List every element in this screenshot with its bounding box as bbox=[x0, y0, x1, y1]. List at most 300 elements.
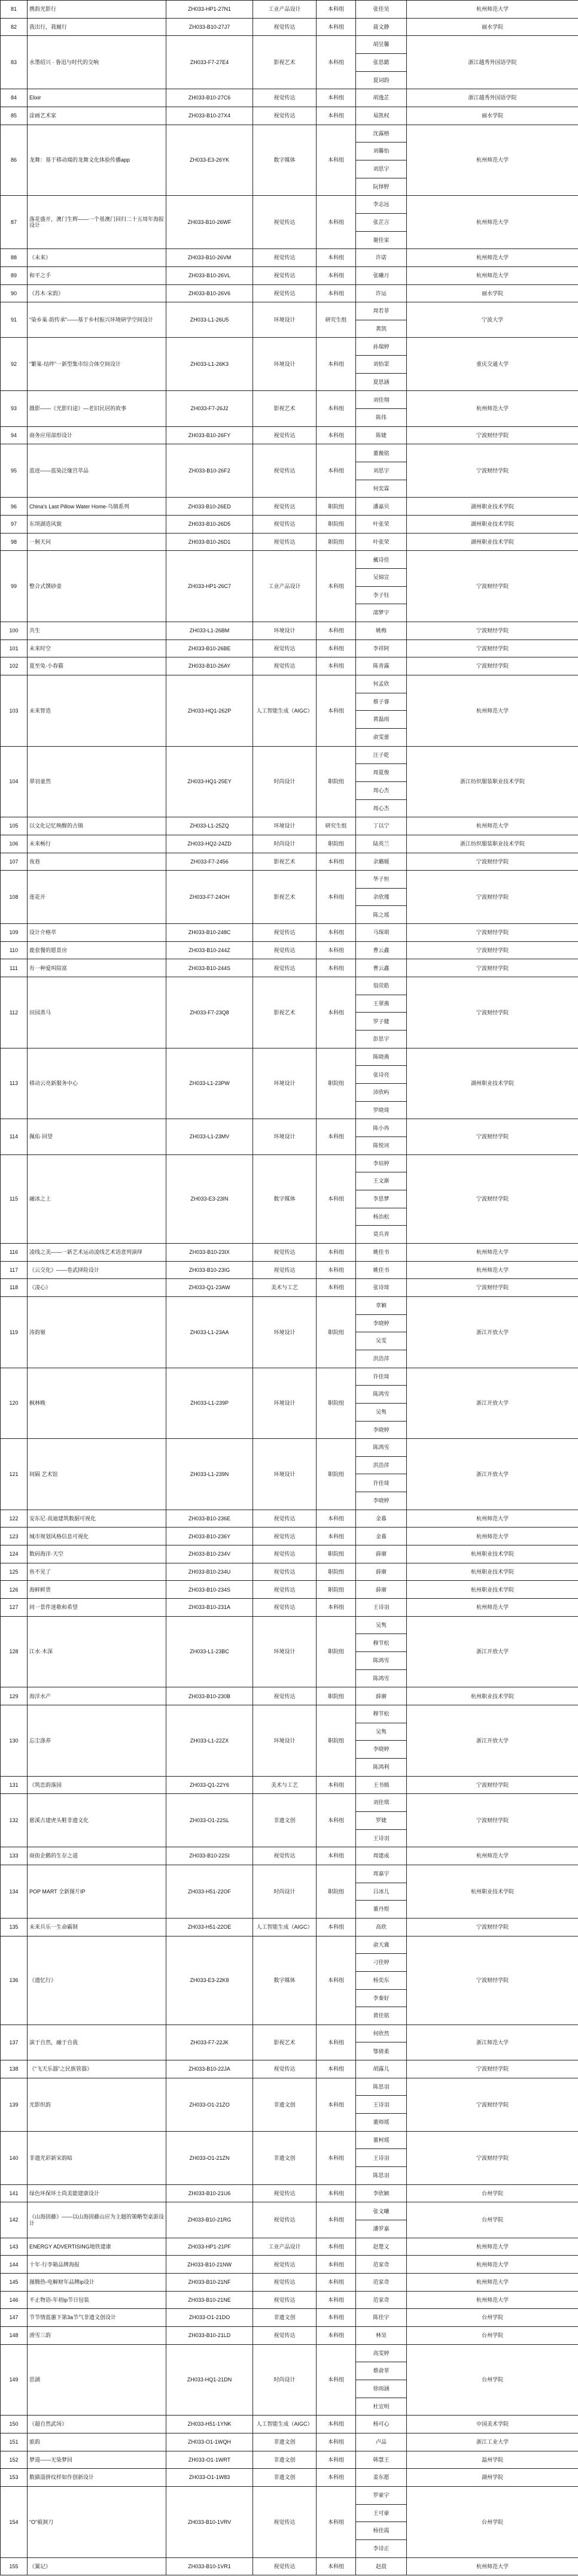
entry-group: 本科组 bbox=[317, 107, 356, 125]
entry-group: 本科组 bbox=[317, 1261, 356, 1279]
work-category: 视觉传达 bbox=[253, 498, 317, 516]
row-number: 91 bbox=[1, 302, 28, 338]
work-category: 视觉传达 bbox=[253, 2184, 317, 2202]
work-title: 节节情蓝蕙下第3a节气非遗文创设计 bbox=[28, 2309, 166, 2327]
entry-group: 职院组 bbox=[317, 1581, 356, 1599]
row-number: 100 bbox=[1, 622, 28, 640]
work-code: ZH033-B10-23IG bbox=[166, 1261, 253, 1279]
school-name: 浙江师范大学 bbox=[407, 2025, 578, 2060]
member-name: 洪浩萍 bbox=[356, 1456, 407, 1474]
work-code: ZH033-B10-23IX bbox=[166, 1243, 253, 1261]
member-name: 章颖 bbox=[356, 1296, 407, 1314]
member-name: 穆节松 bbox=[356, 1634, 407, 1652]
school-name: 宁波财经学院 bbox=[407, 1119, 578, 1154]
work-code: ZH033-F7-24OH bbox=[166, 871, 253, 924]
row-number: 133 bbox=[1, 1847, 28, 1865]
work-code: ZH033-B10-1VR1 bbox=[166, 2557, 253, 2575]
member-name: 俞雯蕾 bbox=[356, 728, 407, 746]
school-name: 台州学院 bbox=[407, 2344, 578, 2416]
entry-group: 本科组 bbox=[317, 1918, 356, 1936]
table-row bbox=[1, 853, 578, 871]
row-number: 124 bbox=[1, 1545, 28, 1563]
member-name: 卢品 bbox=[356, 2433, 407, 2451]
table-row bbox=[1, 817, 578, 835]
member-name: 李晓婷 bbox=[356, 1492, 407, 1510]
work-code: ZH033-B10-234U bbox=[166, 1563, 253, 1581]
work-title: 共生 bbox=[28, 622, 166, 640]
member-name: 潘罗嘉 bbox=[356, 2220, 407, 2238]
table-row bbox=[1, 1847, 578, 1865]
work-title: 同一景件迷歌和希望 bbox=[28, 1599, 166, 1617]
work-category: 工业产品设计 bbox=[253, 551, 317, 622]
school-name: 杭州师范大学 bbox=[407, 1243, 578, 1261]
work-category: 视觉传达 bbox=[253, 1528, 317, 1545]
row-number: 90 bbox=[1, 284, 28, 302]
member-name: 吴隽 bbox=[356, 1616, 407, 1634]
award-table-body bbox=[1, 1, 578, 2575]
school-name: 宁波财经学院 bbox=[407, 1794, 578, 1847]
member-name: 吴锦宣 bbox=[356, 569, 407, 587]
member-name: 陈鸿雪 bbox=[356, 1439, 407, 1457]
row-number: 150 bbox=[1, 2416, 28, 2433]
member-name: 马琛珺 bbox=[356, 924, 407, 942]
row-number: 112 bbox=[1, 977, 28, 1048]
entry-group: 职院组 bbox=[317, 533, 356, 551]
work-code: ZH033-F7-27E4 bbox=[166, 36, 253, 89]
work-code: ZH033-HP1-21PF bbox=[166, 2238, 253, 2256]
table-row bbox=[1, 1918, 578, 1936]
member-name: 杨奕东 bbox=[356, 1971, 407, 1989]
entry-group: 本科组 bbox=[317, 853, 356, 871]
entry-group: 职院组 bbox=[317, 835, 356, 853]
work-category: 视觉传达 bbox=[253, 2060, 317, 2078]
table-row bbox=[1, 1563, 578, 1581]
member-name: 何奕霖 bbox=[356, 480, 407, 498]
work-category: 时尚设计 bbox=[253, 1865, 317, 1918]
work-code: ZH033-B10-26D5 bbox=[166, 516, 253, 534]
member-name: 董薇铭 bbox=[356, 444, 407, 462]
work-title: 未来时空 bbox=[28, 640, 166, 657]
work-title: 设计介格萃 bbox=[28, 924, 166, 942]
entry-group: 职院组 bbox=[317, 1687, 356, 1705]
member-name: 叶张荣 bbox=[356, 516, 407, 534]
school-name: 杭州师范大学 bbox=[407, 1510, 578, 1528]
school-name: 浙江纺织服装职业技术学院 bbox=[407, 835, 578, 853]
entry-group: 本科组 bbox=[317, 2291, 356, 2309]
row-number: 99 bbox=[1, 551, 28, 622]
work-code: ZH033-B10-236Y bbox=[166, 1528, 253, 1545]
member-name: 蔡子睿 bbox=[356, 693, 407, 711]
entry-group: 本科组 bbox=[317, 2469, 356, 2487]
work-title: 一舸天问 bbox=[28, 533, 166, 551]
work-code: ZH033-O1-1WRT bbox=[166, 2451, 253, 2469]
work-code: ZH033-HQ1-21DN bbox=[166, 2344, 253, 2416]
entry-group: 本科组 bbox=[317, 2184, 356, 2202]
table-row bbox=[1, 551, 578, 569]
school-name: 浙江开放大学 bbox=[407, 1439, 578, 1510]
work-title: ENERGY ADVERTISING地铁建康 bbox=[28, 2238, 166, 2256]
work-title: 商街企鹅的生存之道 bbox=[28, 1847, 166, 1865]
entry-group: 本科组 bbox=[317, 941, 356, 959]
member-name: 丁以宁 bbox=[356, 817, 407, 835]
school-name: 杭州师范大学 bbox=[407, 2274, 578, 2292]
school-name: 中国美术学院 bbox=[407, 2416, 578, 2433]
work-title: 鹿套餐的愿景房 bbox=[28, 941, 166, 959]
work-category: 视觉传达 bbox=[253, 444, 317, 498]
member-name: 张文曦 bbox=[356, 2202, 407, 2220]
work-code: ZH033-B10-21LD bbox=[166, 2326, 253, 2344]
school-name: 杭州职业技术学院 bbox=[407, 1581, 578, 1599]
entry-group: 本科组 bbox=[317, 36, 356, 89]
work-code: ZH033-H51-22OF bbox=[166, 1865, 253, 1918]
school-name: 丽水学院 bbox=[407, 284, 578, 302]
member-name: 李晓婷 bbox=[356, 1314, 407, 1332]
work-code: ZH033-O1-1WQH bbox=[166, 2433, 253, 2451]
work-code: ZH033-B10-1VRV bbox=[166, 2486, 253, 2557]
work-code: ZH033-O1-1W83 bbox=[166, 2469, 253, 2487]
work-code: ZH033-B10-236E bbox=[166, 1510, 253, 1528]
row-number: 92 bbox=[1, 338, 28, 391]
entry-group: 本科组 bbox=[317, 2486, 356, 2557]
row-number: 152 bbox=[1, 2451, 28, 2469]
member-name: 潘嘉贝 bbox=[356, 498, 407, 516]
school-name: 湖州职业技术学院 bbox=[407, 516, 578, 534]
school-name: 丽水学院 bbox=[407, 18, 578, 36]
table-row bbox=[1, 977, 578, 995]
row-number: 126 bbox=[1, 1581, 28, 1599]
member-name: 胡逸芷 bbox=[356, 89, 407, 107]
work-code: ZH033-L1-23MV bbox=[166, 1119, 253, 1154]
member-name: 汪子乾 bbox=[356, 746, 407, 764]
table-row bbox=[1, 1545, 578, 1563]
member-name: 韩慧王 bbox=[356, 2451, 407, 2469]
work-category: 数字媒体 bbox=[253, 1936, 317, 2025]
member-name: 李思梦 bbox=[356, 1190, 407, 1208]
work-title: 佩佑·回望 bbox=[28, 1119, 166, 1154]
table-row bbox=[1, 2344, 578, 2362]
row-number: 142 bbox=[1, 2202, 28, 2238]
member-name: 姜东愿 bbox=[356, 2469, 407, 2487]
entry-group: 本科组 bbox=[317, 1776, 356, 1794]
school-name: 浙江工业大学 bbox=[407, 2433, 578, 2451]
entry-group: 本科组 bbox=[317, 2309, 356, 2327]
work-code: ZH033-B10-26BE bbox=[166, 640, 253, 657]
table-row bbox=[1, 2025, 578, 2042]
table-row bbox=[1, 657, 578, 675]
work-title: 《山海固藤》——以山海固藤山应为主题的策略型桌游设计 bbox=[28, 2202, 166, 2238]
entry-group: 本科组 bbox=[317, 2433, 356, 2451]
table-row bbox=[1, 1243, 578, 1261]
member-name: 李祥阿 bbox=[356, 640, 407, 657]
work-code: ZH033-B10-27X4 bbox=[166, 107, 253, 125]
entry-group: 职院组 bbox=[317, 1705, 356, 1777]
member-name: 许运 bbox=[356, 284, 407, 302]
member-name: 莫兵青 bbox=[356, 1226, 407, 1244]
entry-group: 本科组 bbox=[317, 1510, 356, 1528]
row-number: 117 bbox=[1, 1261, 28, 1279]
member-name: 张诗琦 bbox=[356, 1279, 407, 1297]
table-row bbox=[1, 2291, 578, 2309]
school-name: 湖州职业技术学院 bbox=[407, 498, 578, 516]
entry-group: 本科组 bbox=[317, 444, 356, 498]
member-name: 吴隽 bbox=[356, 1403, 407, 1421]
school-name: 杭州职业技术学院 bbox=[407, 1563, 578, 1581]
work-title: 未来兵乐一生命霸制 bbox=[28, 1918, 166, 1936]
entry-group: 本科组 bbox=[317, 675, 356, 746]
work-category: 非遗文创 bbox=[253, 2131, 317, 2184]
table-row bbox=[1, 2060, 578, 2078]
work-category: 视觉传达 bbox=[253, 107, 317, 125]
work-title: 非遗光彩新宋韵暗 bbox=[28, 2131, 166, 2184]
work-category: 视觉传达 bbox=[253, 2291, 317, 2309]
work-code: ZH033-B10-27J7 bbox=[166, 18, 253, 36]
member-name: 李欣颖 bbox=[356, 2184, 407, 2202]
work-title: 凌线之美——一新艺术运动凌线艺术语意列演绎 bbox=[28, 1243, 166, 1261]
row-number: 138 bbox=[1, 2060, 28, 2078]
school-name: 浙江开放大学 bbox=[407, 1296, 578, 1368]
work-title: 夜巷 bbox=[28, 853, 166, 871]
row-number: 102 bbox=[1, 657, 28, 675]
member-name: 陈之瑶 bbox=[356, 906, 407, 924]
member-name: 黄佳铭 bbox=[356, 2007, 407, 2025]
work-category: 视觉传达 bbox=[253, 1687, 317, 1705]
entry-group: 本科组 bbox=[317, 2451, 356, 2469]
school-name: 浙江开放大学 bbox=[407, 1616, 578, 1687]
work-title: 以文化记忆唤醒的古镇 bbox=[28, 817, 166, 835]
work-category: 影视艺术 bbox=[253, 853, 317, 871]
work-code: ZH033-L1-26BM bbox=[166, 622, 253, 640]
table-row bbox=[1, 2469, 578, 2487]
entry-group: 本科组 bbox=[317, 2131, 356, 2184]
member-name: 陈思羽 bbox=[356, 2167, 407, 2185]
entry-group: 职院组 bbox=[317, 746, 356, 817]
row-number: 86 bbox=[1, 125, 28, 196]
work-category: 视觉传达 bbox=[253, 284, 317, 302]
work-category: 视觉传达 bbox=[253, 2486, 317, 2557]
work-title: 数描淄拼纹样如作创新设计 bbox=[28, 2469, 166, 2487]
member-name: 薛赓 bbox=[356, 1687, 407, 1705]
table-row bbox=[1, 1261, 578, 1279]
school-name: 湖州学院 bbox=[407, 2469, 578, 2487]
school-name: 杭州师范大学 bbox=[407, 1599, 578, 1617]
member-name: 张诗亮 bbox=[356, 1066, 407, 1084]
member-name: 戴诗佳 bbox=[356, 551, 407, 569]
work-title: 演于自然，融于自我 bbox=[28, 2025, 166, 2060]
member-name: 高欣 bbox=[356, 1918, 407, 1936]
member-name: 吕冰儿 bbox=[356, 1883, 407, 1901]
work-title: 枫林晚 bbox=[28, 1368, 166, 1439]
work-title: 涂画艺术家 bbox=[28, 107, 166, 125]
table-row bbox=[1, 107, 578, 125]
row-number: 144 bbox=[1, 2256, 28, 2274]
school-name: 浙江越秀外国语学院 bbox=[407, 36, 578, 89]
table-row bbox=[1, 498, 578, 516]
work-category: 影视艺术 bbox=[253, 391, 317, 426]
entry-group: 职院组 bbox=[317, 1616, 356, 1687]
row-number: 153 bbox=[1, 2469, 28, 2487]
entry-group: 职院组 bbox=[317, 1368, 356, 1439]
row-number: 135 bbox=[1, 1918, 28, 1936]
table-row bbox=[1, 338, 578, 356]
member-name: 陈思羽 bbox=[356, 2078, 407, 2096]
work-category: 数字媒体 bbox=[253, 1154, 317, 1243]
work-title: 江水·木深 bbox=[28, 1616, 166, 1687]
work-title: 《凌心》 bbox=[28, 1279, 166, 1297]
work-title: 图腾热-电解财年品牌ip设计 bbox=[28, 2274, 166, 2292]
member-name: 许佳琦 bbox=[356, 1368, 407, 1386]
work-title: “染乡巢·韵传承”——基于乡村振兴环境研学空间设计 bbox=[28, 302, 166, 338]
member-name: 周夏俊 bbox=[356, 764, 407, 782]
work-code: ZH033-B10-26D1 bbox=[166, 533, 253, 551]
row-number: 123 bbox=[1, 1528, 28, 1545]
table-row bbox=[1, 2131, 578, 2149]
school-name: 宁波财经学院 bbox=[407, 551, 578, 622]
row-number: 119 bbox=[1, 1296, 28, 1368]
member-name: 李志远 bbox=[356, 196, 407, 214]
work-title: 城市规划风格信息可视化 bbox=[28, 1528, 166, 1545]
member-name: 余璐媛 bbox=[356, 853, 407, 871]
table-row bbox=[1, 1776, 578, 1794]
work-code: ZH033-O1-22SL bbox=[166, 1794, 253, 1847]
work-category: 环境设计 bbox=[253, 817, 317, 835]
work-code: ZH033-B10-234V bbox=[166, 1545, 253, 1563]
work-code: ZH033-E3-26YK bbox=[166, 125, 253, 196]
row-number: 82 bbox=[1, 18, 28, 36]
table-row bbox=[1, 640, 578, 657]
work-code: ZH033-O1-21ZO bbox=[166, 2078, 253, 2131]
member-name: 罗晓琦 bbox=[356, 1101, 407, 1119]
member-name: 金暮 bbox=[356, 1528, 407, 1545]
entry-group: 本科组 bbox=[317, 640, 356, 657]
member-name: 胡昱馨 bbox=[356, 36, 407, 54]
member-name: 陈伟 bbox=[356, 409, 407, 427]
entry-group: 职院组 bbox=[317, 1439, 356, 1510]
member-name: 胡露儿 bbox=[356, 2060, 407, 2078]
member-name: 王翠燕 bbox=[356, 995, 407, 1013]
school-name: 重庆交通大学 bbox=[407, 338, 578, 391]
member-name: 张曦月 bbox=[356, 266, 407, 284]
work-title: 田园蒸马 bbox=[28, 977, 166, 1048]
member-name: 李晓婷 bbox=[356, 1421, 407, 1439]
work-title: 《未来》 bbox=[28, 249, 166, 267]
school-name: 宁波财经学院 bbox=[407, 959, 578, 977]
member-name: 穆节松 bbox=[356, 1705, 407, 1723]
entry-group: 本科组 bbox=[317, 657, 356, 675]
row-number: 141 bbox=[1, 2184, 28, 2202]
work-category: 视觉传达 bbox=[253, 89, 317, 107]
row-number: 151 bbox=[1, 2433, 28, 2451]
member-name: 孙瑞婷 bbox=[356, 338, 407, 356]
member-name: 何孟欣 bbox=[356, 675, 407, 693]
table-row bbox=[1, 2184, 578, 2202]
entry-group: 本科组 bbox=[317, 924, 356, 942]
entry-group: 本科组 bbox=[317, 338, 356, 391]
table-row bbox=[1, 36, 578, 54]
school-name: 湖州职业技术学院 bbox=[407, 533, 578, 551]
member-name: 周建成 bbox=[356, 1847, 407, 1865]
table-row bbox=[1, 391, 578, 409]
row-number: 121 bbox=[1, 1439, 28, 1510]
member-name: 周若菲 bbox=[356, 302, 407, 320]
table-row bbox=[1, 1528, 578, 1545]
school-name: 宁波财经学院 bbox=[407, 657, 578, 675]
school-name: 宁波财经学院 bbox=[407, 1154, 578, 1243]
table-row bbox=[1, 675, 578, 693]
entry-group: 本科组 bbox=[317, 1847, 356, 1865]
table-row bbox=[1, 1599, 578, 1617]
work-category: 视觉传达 bbox=[253, 657, 317, 675]
school-name: 丽水学院 bbox=[407, 107, 578, 125]
row-number: 136 bbox=[1, 1936, 28, 2025]
work-category: 视觉传达 bbox=[253, 1261, 317, 1279]
table-row bbox=[1, 2433, 578, 2451]
member-name: 张佳昊 bbox=[356, 1, 407, 19]
work-title: 数码海洋·天空 bbox=[28, 1545, 166, 1563]
work-category: 非遗文创 bbox=[253, 2433, 317, 2451]
table-row bbox=[1, 1368, 578, 1386]
member-name: 董柯瑶 bbox=[356, 2131, 407, 2149]
school-name: 宁波财经学院 bbox=[407, 640, 578, 657]
row-number: 131 bbox=[1, 1776, 28, 1794]
work-code: ZH033-B10-22JA bbox=[166, 2060, 253, 2078]
entry-group: 本科组 bbox=[317, 2238, 356, 2256]
work-title: 我出行，我履行 bbox=[28, 18, 166, 36]
member-name: 刘馨怡 bbox=[356, 143, 407, 160]
school-name: 浙江纺织服装职业技术学院 bbox=[407, 746, 578, 817]
work-title: 梦道——无染梦回 bbox=[28, 2451, 166, 2469]
member-name: 杨可心 bbox=[356, 2416, 407, 2433]
work-category: 环境设计 bbox=[253, 302, 317, 338]
member-name: 俞天冀 bbox=[356, 1936, 407, 1954]
work-code: ZH033-F7-23Q8 bbox=[166, 977, 253, 1048]
work-category: 视觉传达 bbox=[253, 2274, 317, 2292]
row-number: 85 bbox=[1, 107, 28, 125]
row-number: 118 bbox=[1, 1279, 28, 1297]
work-category: 视觉传达 bbox=[253, 18, 317, 36]
entry-group: 本科组 bbox=[317, 2416, 356, 2433]
entry-group: 本科组 bbox=[317, 196, 356, 249]
school-name: 宁波财经学院 bbox=[407, 924, 578, 942]
work-category: 非遗文创 bbox=[253, 2309, 317, 2327]
row-number: 147 bbox=[1, 2309, 28, 2327]
school-name: 杭州师范大学 bbox=[407, 1261, 578, 1279]
member-name: 王文渐 bbox=[356, 1172, 407, 1190]
work-title: 东坝湖造风貌 bbox=[28, 516, 166, 534]
school-name: 杭州职业技术学院 bbox=[407, 1865, 578, 1918]
member-name: 高雯婷 bbox=[356, 2344, 407, 2362]
work-category: 视觉传达 bbox=[253, 959, 317, 977]
work-category: 非遗文创 bbox=[253, 2451, 317, 2469]
work-code: ZH033-B10-26FY bbox=[166, 426, 253, 444]
work-title: 滑雪三韵 bbox=[28, 2326, 166, 2344]
entry-group: 职院组 bbox=[317, 1865, 356, 1918]
work-code: ZH033-B10-231A bbox=[166, 1599, 253, 1617]
school-name: 杭州师范大学 bbox=[407, 675, 578, 746]
work-category: 视觉传达 bbox=[253, 1545, 317, 1563]
row-number: 103 bbox=[1, 675, 28, 746]
row-number: 107 bbox=[1, 853, 28, 871]
member-name: 陈鸿雪 bbox=[356, 1669, 407, 1687]
table-row bbox=[1, 2309, 578, 2327]
table-row bbox=[1, 746, 578, 764]
entry-group: 本科组 bbox=[317, 1, 356, 19]
member-name: 赵晨 bbox=[356, 2557, 407, 2575]
table-row bbox=[1, 2486, 578, 2504]
member-name: 罗婕 bbox=[356, 1811, 407, 1829]
row-number: 89 bbox=[1, 266, 28, 284]
work-category: 视觉传达 bbox=[253, 1599, 317, 1617]
member-name: 李培婷 bbox=[356, 1154, 407, 1172]
